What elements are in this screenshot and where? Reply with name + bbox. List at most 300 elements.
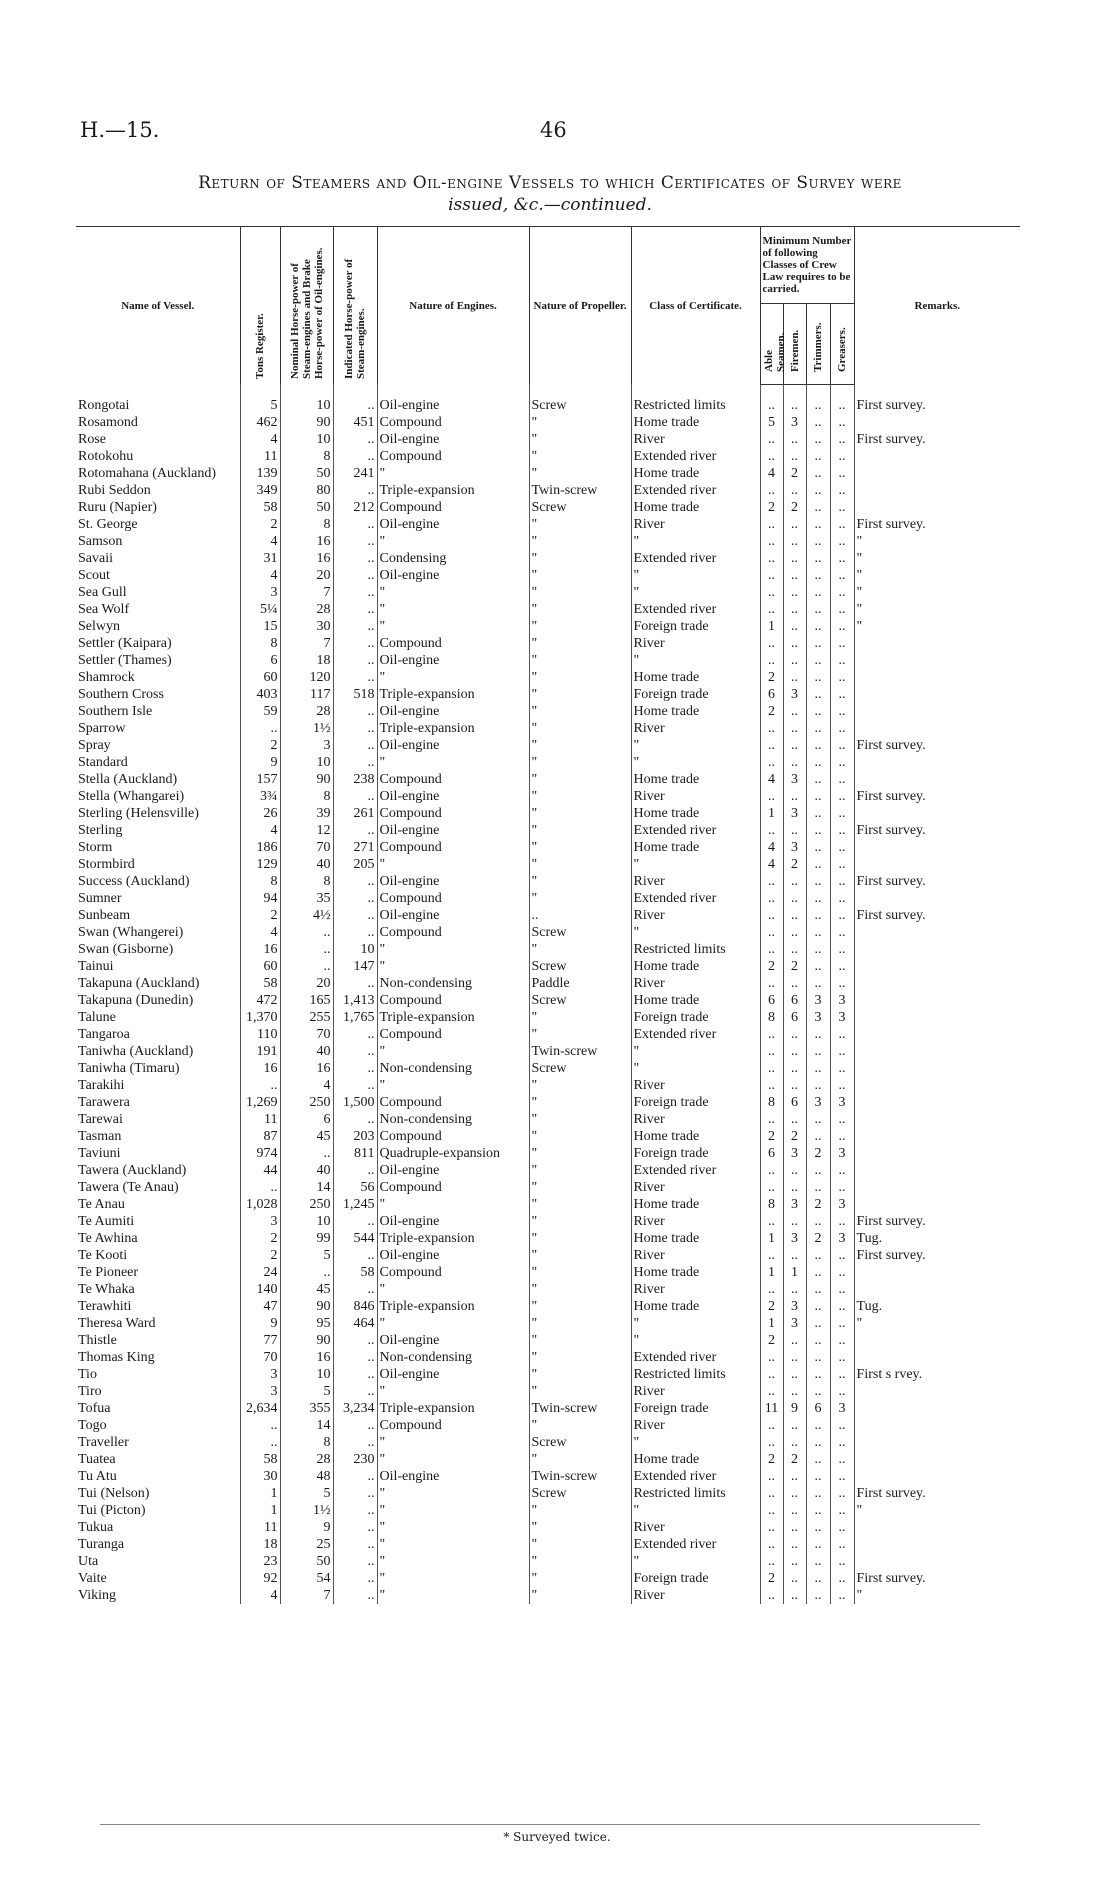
able-seamen-cell: .. [760,601,783,618]
propeller-type-cell: " [529,516,631,533]
table-row [76,822,1020,839]
certificate-class-cell: " [631,584,760,601]
engine-type-cell: Compound [377,499,529,516]
firemen-cell: .. [783,448,806,465]
tons-register-cell: 9 [240,754,280,771]
firemen-cell: .. [783,1468,806,1485]
certificate-class-cell: " [631,737,760,754]
remarks-cell: First survey. [854,1247,1020,1264]
remarks-cell: First survey. [854,907,1020,924]
tons-register-cell: 58 [240,1451,280,1468]
certificate-class-cell: " [631,1502,760,1519]
able-seamen-cell: 8 [760,1196,783,1213]
certificate-class-cell: Home trade [631,669,760,686]
steamer-return-table [76,226,1020,1604]
engine-type-cell: " [377,941,529,958]
remarks-cell [854,1349,1020,1366]
remarks-cell [854,1536,1020,1553]
engine-type-cell: " [377,1502,529,1519]
indicated-hp-cell: .. [333,1043,377,1060]
indicated-hp-cell: .. [333,550,377,567]
able-seamen-cell: 2 [760,1332,783,1349]
greasers-cell: .. [830,448,854,465]
tons-register-cell: 60 [240,958,280,975]
document-code: H.—15. [80,118,160,142]
engine-type-cell: Non-condensing [377,1111,529,1128]
propeller-type-cell: Twin-screw [529,1468,631,1485]
tons-register-cell: .. [240,1434,280,1451]
tons-register-cell: 4 [240,431,280,448]
engine-type-cell: Compound [377,805,529,822]
tons-register-cell: 2 [240,516,280,533]
firemen-cell: .. [783,1043,806,1060]
certificate-class-cell: Home trade [631,703,760,720]
propeller-type-cell: " [529,618,631,635]
indicated-hp-cell: .. [333,1553,377,1570]
vessel-name-cell: Rotomahana (Auckland) [78,465,217,481]
nominal-hp-cell: 20 [280,567,333,584]
engine-type-cell: " [377,1196,529,1213]
nominal-hp-cell: 8 [280,516,333,533]
remarks-cell [854,669,1020,686]
greasers-cell: .. [830,669,854,686]
table-row [76,1485,1020,1502]
vessel-name-cell: Spray [78,737,111,753]
remarks-cell [854,1162,1020,1179]
able-seamen-cell: .. [760,1519,783,1536]
trimmers-cell: .. [806,754,830,771]
engine-type-cell: Quadruple-expansion [377,1145,529,1162]
propeller-type-cell: " [529,754,631,771]
greasers-cell: .. [830,1383,854,1400]
nominal-hp-cell: 355 [280,1400,333,1417]
firemen-cell: .. [783,652,806,669]
certificate-class-cell: River [631,1213,760,1230]
certificate-class-cell: Home trade [631,499,760,516]
able-seamen-cell: .. [760,1026,783,1043]
nominal-hp-cell: 8 [280,788,333,805]
nominal-hp-cell: 50 [280,1553,333,1570]
trimmers-cell: .. [806,1519,830,1536]
propeller-type-cell: " [529,822,631,839]
certificate-class-cell: Extended river [631,1536,760,1553]
propeller-type-cell: " [529,1536,631,1553]
tons-register-cell: 4 [240,567,280,584]
engine-type-cell: " [377,601,529,618]
tons-register-cell: 11 [240,448,280,465]
table-row [76,1077,1020,1094]
trimmers-cell: 6 [806,1400,830,1417]
tons-register-cell: 5¼ [240,601,280,618]
propeller-type-cell: " [529,584,631,601]
firemen-cell: 3 [783,839,806,856]
trimmers-cell: .. [806,567,830,584]
certificate-class-cell: Home trade [631,771,760,788]
table-row [76,941,1020,958]
firemen-cell: .. [783,1502,806,1519]
certificate-class-cell: " [631,1553,760,1570]
firemen-cell: 2 [783,1128,806,1145]
tons-register-cell: 87 [240,1128,280,1145]
tons-register-cell: 77 [240,1332,280,1349]
remarks-cell [854,1111,1020,1128]
table-row [76,1298,1020,1315]
indicated-hp-cell: 464 [333,1315,377,1332]
firemen-cell: .. [783,669,806,686]
greasers-cell: .. [830,1043,854,1060]
trimmers-cell: 2 [806,1230,830,1247]
propeller-type-cell: " [529,737,631,754]
nominal-hp-cell: 5 [280,1383,333,1400]
engine-type-cell: " [377,1281,529,1298]
able-seamen-cell: .. [760,1417,783,1434]
able-seamen-cell: 2 [760,958,783,975]
trimmers-cell: .. [806,1502,830,1519]
certificate-class-cell: Foreign trade [631,1570,760,1587]
greasers-cell: .. [830,1128,854,1145]
firemen-cell: .. [783,1077,806,1094]
table-row [76,465,1020,482]
col-firemen-label: Firemen. [788,329,801,373]
firemen-cell: .. [783,975,806,992]
trimmers-cell: .. [806,1570,830,1587]
trimmers-cell: .. [806,669,830,686]
able-seamen-cell: .. [760,1247,783,1264]
indicated-hp-cell: .. [333,1502,377,1519]
greasers-cell: .. [830,550,854,567]
indicated-hp-cell: 1,245 [333,1196,377,1213]
table-row [76,1094,1020,1111]
greasers-cell: .. [830,1247,854,1264]
nominal-hp-cell: 12 [280,822,333,839]
table-row [76,1502,1020,1519]
indicated-hp-cell: .. [333,1468,377,1485]
trimmers-cell: .. [806,1451,830,1468]
title-line-1: Return of Steamers and Oil-engine Vessels to which Certificates of Survey were [198,173,902,193]
indicated-hp-cell: .. [333,669,377,686]
nominal-hp-cell: 250 [280,1094,333,1111]
vessel-name-cell: Taviuni [78,1145,121,1161]
greasers-cell: .. [830,1502,854,1519]
col-indicated-header [333,227,377,385]
greasers-cell: .. [830,533,854,550]
greasers-cell: .. [830,1485,854,1502]
nominal-hp-cell: 4½ [280,907,333,924]
vessel-name-cell: Sterling (Helensville) [78,805,199,821]
indicated-hp-cell: .. [333,1434,377,1451]
table-row [76,890,1020,907]
nominal-hp-cell: 16 [280,1349,333,1366]
tons-register-cell: 462 [240,414,280,431]
table-row [76,601,1020,618]
greasers-cell: .. [830,1077,854,1094]
firemen-cell: .. [783,890,806,907]
table-title [95,172,1005,216]
certificate-class-cell: River [631,1417,760,1434]
table-row [76,958,1020,975]
firemen-cell: .. [783,1026,806,1043]
certificate-class-cell: River [631,1281,760,1298]
firemen-cell: .. [783,873,806,890]
able-seamen-cell: .. [760,1043,783,1060]
propeller-type-cell: " [529,771,631,788]
firemen-cell: 3 [783,414,806,431]
engine-type-cell: " [377,618,529,635]
vessel-name-cell: Southern Isle [78,703,153,719]
vessel-name-cell: Tofua [78,1400,111,1416]
able-seamen-cell: .. [760,873,783,890]
propeller-type-cell: Screw [529,397,631,414]
firemen-cell: 3 [783,686,806,703]
able-seamen-cell: .. [760,1349,783,1366]
trimmers-cell: 3 [806,992,830,1009]
indicated-hp-cell: 1,500 [333,1094,377,1111]
remarks-cell [854,1026,1020,1043]
indicated-hp-cell: .. [333,1366,377,1383]
nominal-hp-cell: 117 [280,686,333,703]
certificate-class-cell: Home trade [631,1451,760,1468]
certificate-class-cell: River [631,788,760,805]
indicated-hp-cell: .. [333,533,377,550]
table-row [76,805,1020,822]
col-minimum-header: Minimum Number of following Classes of Crew Law requires to be carried. [760,227,854,304]
table-row [76,975,1020,992]
propeller-type-cell: " [529,1281,631,1298]
greasers-cell: .. [830,499,854,516]
engine-type-cell: Non-condensing [377,1349,529,1366]
tons-register-cell: 3 [240,1213,280,1230]
greasers-cell: .. [830,686,854,703]
remarks-cell: " [854,567,1020,584]
tons-register-cell: 11 [240,1519,280,1536]
remarks-cell: First survey. [854,788,1020,805]
tons-register-cell: .. [240,720,280,737]
tons-register-cell: 974 [240,1145,280,1162]
greasers-cell: .. [830,1315,854,1332]
greasers-cell: .. [830,652,854,669]
nominal-hp-cell: 16 [280,533,333,550]
tons-register-cell: 129 [240,856,280,873]
firemen-cell: .. [783,1179,806,1196]
trimmers-cell: .. [806,1077,830,1094]
trimmers-cell: .. [806,1298,830,1315]
greasers-cell: .. [830,720,854,737]
able-seamen-cell: .. [760,550,783,567]
remarks-cell [854,924,1020,941]
table-row [76,1179,1020,1196]
engine-type-cell: Compound [377,924,529,941]
indicated-hp-cell: .. [333,567,377,584]
propeller-type-cell: " [529,1383,631,1400]
indicated-hp-cell: .. [333,1519,377,1536]
nominal-hp-cell: 90 [280,1298,333,1315]
vessel-name-cell: Settler (Thames) [78,652,172,668]
able-seamen-cell: .. [760,1281,783,1298]
propeller-type-cell: " [529,941,631,958]
vessel-name-cell: Scout [78,567,110,583]
indicated-hp-cell: 451 [333,414,377,431]
nominal-hp-cell: 80 [280,482,333,499]
tons-register-cell: 18 [240,1536,280,1553]
able-seamen-cell: 4 [760,856,783,873]
able-seamen-cell: .. [760,924,783,941]
propeller-type-cell: " [529,1162,631,1179]
firemen-cell: .. [783,550,806,567]
propeller-type-cell: " [529,448,631,465]
engine-type-cell: Oil-engine [377,1366,529,1383]
vessel-name-cell: Samson [78,533,123,549]
greasers-cell: .. [830,1553,854,1570]
remarks-cell [854,465,1020,482]
table-row [76,788,1020,805]
tons-register-cell: 349 [240,482,280,499]
indicated-hp-cell: 147 [333,958,377,975]
propeller-type-cell: " [529,1502,631,1519]
tons-register-cell: 1 [240,1485,280,1502]
tons-register-cell: 6 [240,652,280,669]
propeller-type-cell: " [529,1553,631,1570]
col-able-label: Able Seamen. [762,332,787,373]
able-seamen-cell: 4 [760,839,783,856]
nominal-hp-cell: 3 [280,737,333,754]
engine-type-cell: Oil-engine [377,1332,529,1349]
propeller-type-cell: Screw [529,1485,631,1502]
tons-register-cell: 186 [240,839,280,856]
vessel-name-cell: Takapuna (Dunedin) [78,992,194,1008]
firemen-cell: .. [783,822,806,839]
vessel-name-cell: Rongotai [78,397,130,413]
certificate-class-cell: River [631,1077,760,1094]
col-trimmers-label: Trimmers. [812,322,824,373]
propeller-type-cell: " [529,720,631,737]
col-nominal-label: Nominal Horse-power of Steam-engines and Brake Horse-power of Oil-engines. [288,247,325,379]
nominal-hp-cell: 28 [280,703,333,720]
trimmers-cell: .. [806,771,830,788]
table-row [76,1417,1020,1434]
able-seamen-cell: 2 [760,1128,783,1145]
firemen-cell: .. [783,635,806,652]
nominal-hp-cell: 10 [280,431,333,448]
greasers-cell: .. [830,1570,854,1587]
certificate-class-cell: Extended river [631,1026,760,1043]
vessel-name-cell: Tasman [78,1128,122,1144]
firemen-cell: .. [783,1213,806,1230]
propeller-type-cell: " [529,1230,631,1247]
indicated-hp-cell: 811 [333,1145,377,1162]
table-row [76,567,1020,584]
vessel-name-cell: Theresa Ward [78,1315,156,1331]
trimmers-cell: .. [806,1111,830,1128]
nominal-hp-cell: 90 [280,771,333,788]
able-seamen-cell: .. [760,1111,783,1128]
tons-register-cell: 3¾ [240,788,280,805]
greasers-cell: .. [830,1111,854,1128]
certificate-class-cell: " [631,1060,760,1077]
greasers-cell: .. [830,431,854,448]
certificate-class-cell: Extended river [631,601,760,618]
tons-register-cell: 31 [240,550,280,567]
trimmers-cell: .. [806,941,830,958]
col-greasers-header [830,303,854,384]
propeller-type-cell: " [529,805,631,822]
remarks-cell [854,1060,1020,1077]
tons-register-cell: 30 [240,1468,280,1485]
vessel-name-cell: Tu Atu [78,1468,117,1484]
engine-type-cell: Compound [377,635,529,652]
indicated-hp-cell: .. [333,822,377,839]
certificate-class-cell: River [631,873,760,890]
nominal-hp-cell: 5 [280,1247,333,1264]
trimmers-cell: .. [806,1468,830,1485]
certificate-class-cell: Foreign trade [631,1145,760,1162]
remarks-cell [854,1009,1020,1026]
nominal-hp-cell: 7 [280,635,333,652]
able-seamen-cell: 2 [760,703,783,720]
table-row [76,1043,1020,1060]
able-seamen-cell: .. [760,635,783,652]
greasers-cell: .. [830,1519,854,1536]
indicated-hp-cell: .. [333,1162,377,1179]
trimmers-cell: .. [806,431,830,448]
propeller-type-cell: " [529,1451,631,1468]
certificate-class-cell: " [631,533,760,550]
tons-register-cell: 59 [240,703,280,720]
indicated-hp-cell: .. [333,652,377,669]
tons-register-cell: .. [240,1417,280,1434]
greasers-cell: .. [830,737,854,754]
able-seamen-cell: .. [760,754,783,771]
trimmers-cell: .. [806,1553,830,1570]
greasers-cell: .. [830,771,854,788]
tons-register-cell: 157 [240,771,280,788]
table-row [76,1145,1020,1162]
col-trimmers-header [806,303,830,384]
able-seamen-cell: .. [760,1502,783,1519]
vessel-name-cell: Selwyn [78,618,120,634]
vessel-name-cell: Talune [78,1009,116,1025]
certificate-class-cell: " [631,1315,760,1332]
trimmers-cell: .. [806,533,830,550]
nominal-hp-cell: .. [280,1145,333,1162]
able-seamen-cell: 8 [760,1009,783,1026]
able-seamen-cell: 2 [760,1570,783,1587]
tons-register-cell: 8 [240,635,280,652]
trimmers-cell: 2 [806,1145,830,1162]
propeller-type-cell: " [529,1519,631,1536]
table-row [76,1451,1020,1468]
certificate-class-cell: Restricted limits [631,397,760,414]
trimmers-cell: .. [806,652,830,669]
indicated-hp-cell: .. [333,431,377,448]
tons-register-cell: 1,028 [240,1196,280,1213]
certificate-class-cell: Restricted limits [631,1366,760,1383]
trimmers-cell: .. [806,1128,830,1145]
able-seamen-cell: 8 [760,1094,783,1111]
indicated-hp-cell: .. [333,516,377,533]
indicated-hp-cell: .. [333,635,377,652]
vessel-name-cell: Uta [78,1553,99,1569]
trimmers-cell: 3 [806,1009,830,1026]
remarks-cell: First survey. [854,737,1020,754]
certificate-class-cell: River [631,431,760,448]
firemen-cell: .. [783,1111,806,1128]
vessel-name-cell: Stormbird [78,856,135,872]
engine-type-cell: Oil-engine [377,822,529,839]
certificate-class-cell: Foreign trade [631,1400,760,1417]
trimmers-cell: .. [806,788,830,805]
indicated-hp-cell: .. [333,1417,377,1434]
indicated-hp-cell: .. [333,1247,377,1264]
